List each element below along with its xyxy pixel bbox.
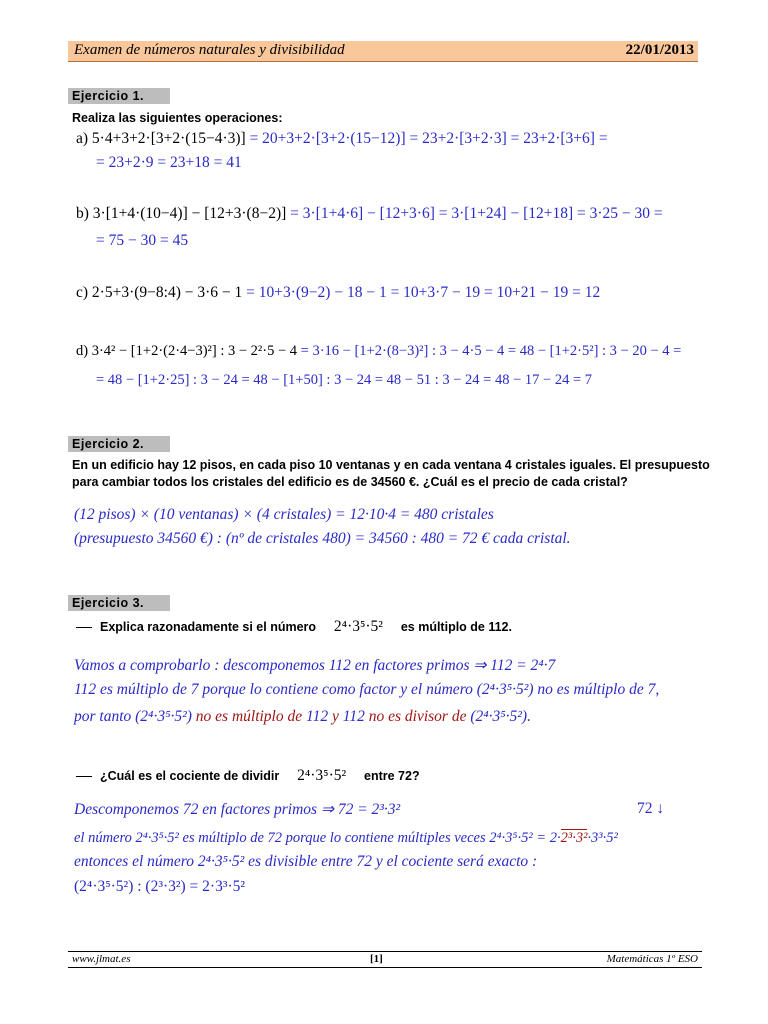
exercise-2-statement-line-2: para cambiar todos los cristales del edificio es de 34560 €. ¿Cuál es el precio de cada cristal?: [72, 475, 628, 489]
ex2-solution-line-1: (12 pisos) × (10 ventanas) × (4 cristales) = 12·10·4 = 480 cristales: [74, 506, 494, 523]
ex3-question-1: [100, 618, 512, 636]
exercise-2-statement-line-1: En un edificio hay 12 pisos, en cada piso 10 ventanas y en cada ventana 4 cristales iguales. El presupuesto: [72, 458, 710, 472]
page-footer: [68, 951, 702, 968]
ex1-c-line: [76, 284, 600, 302]
exercise-1-label: Ejercicio 1.: [68, 88, 170, 104]
ex3-q1-text-a: Explica razonadamente si el número: [100, 620, 317, 634]
ex3-question-2: [100, 767, 420, 785]
ex3-q1-text-b: es múltiplo de 112.: [400, 620, 512, 634]
ex3-r2-line-2: [74, 830, 618, 847]
ex3-r2-arrow: 72 ↓: [637, 800, 665, 817]
ex3-r1-l3-part-e: 112: [338, 708, 369, 725]
footer-course: Matemáticas 1º ESO: [606, 953, 698, 965]
ex1-d-line-1: [76, 343, 681, 360]
exercise-1-statement: Realiza las siguientes operaciones:: [72, 111, 283, 125]
ex1-c-solution: = 10+3·(9−2) − 18 − 1 = 10+3·7 − 19 = 10+21 − 19 = 12: [246, 284, 601, 301]
ex1-b-question: b) 3·[1+4·(10−4)] − [12+3·(8−2)]: [76, 205, 291, 222]
exercise-3-label: Ejercicio 3.: [68, 595, 170, 611]
ex3-r2-l2-part-a: el número 2⁴·3⁵·5² es múltiplo de 72 porque lo contiene múltiples veces 2⁴·3⁵·5² = 2·: [74, 830, 561, 846]
ex3-r2-l2-part-c: ·3³·5²: [587, 830, 618, 846]
question-dash: [76, 776, 92, 777]
ex3-r1-l3-part-a: por tanto (2⁴·3⁵·5²): [74, 708, 196, 725]
exercise-2-label: Ejercicio 2.: [68, 436, 170, 452]
exam-date: 22/01/2013: [625, 42, 694, 58]
ex3-q1-number: 2⁴·3⁵·5²: [333, 618, 383, 635]
ex1-a-solution: = 20+3+2·[3+2·(15−12)] = 23+2·[3+2·3] = 23+2·[3+6] =: [249, 130, 608, 147]
ex3-r2-line-1: Descomponemos 72 en factores primos ⇒ 72 = 2³·3²: [74, 801, 401, 818]
question-dash: [76, 627, 92, 628]
ex3-r1-l3-part-b: no es múltiplo de: [195, 708, 303, 725]
ex1-b-line-1: [76, 205, 663, 223]
ex3-q2-text-b: entre 72?: [364, 769, 420, 783]
ex2-solution-line-2: (presupuesto 34560 €) : (nº de cristales 480) = 34560 : 480 = 72 € cada cristal.: [74, 530, 571, 547]
ex3-r2-line-4: (2⁴·3⁵·5²) : (2³·3²) = 2·3³·5²: [74, 878, 246, 895]
ex1-b-line-2: = 75 − 30 = 45: [96, 232, 189, 249]
ex3-r1-line-2: 112 es múltiplo de 7 porque lo contiene como factor y el número (2⁴·3⁵·5²) no es múltiplo de 7,: [74, 681, 660, 698]
footer-page-number: [1]: [370, 953, 383, 965]
ex3-r2-l2-highlight: 2³·3²: [560, 830, 588, 846]
ex3-r1-l3-part-d: y: [331, 708, 339, 725]
ex3-r1-line-1: Vamos a comprobarlo : descomponemos 112 en factores primos ⇒ 112 = 2⁴·7: [74, 657, 556, 674]
ex3-r1-l3-part-f: no es divisor de: [368, 708, 467, 725]
ex3-r2-line-3: entonces el número 2⁴·3⁵·5² es divisible entre 72 y el cociente será exacto :: [74, 853, 538, 870]
footer-site: www.jlmat.es: [72, 953, 131, 965]
ex1-d-solution: = 3·16 − [1+2·(8−3)²] : 3 − 4·5 − 4 = 48 − [1+2·5²] : 3 − 20 − 4 =: [300, 343, 682, 359]
ex1-b-solution: = 3·[1+4·6] − [12+3·6] = 3·[1+24] − [12+18] = 3·25 − 30 =: [290, 205, 663, 222]
exam-title: Examen de números naturales y divisibilidad: [74, 42, 345, 58]
page-header: [68, 41, 698, 62]
ex1-a-line-1: [76, 130, 608, 148]
ex3-q2-text-a: ¿Cuál es el cociente de dividir: [100, 769, 280, 783]
ex3-q2-number: 2⁴·3⁵·5²: [297, 767, 347, 784]
ex3-r1-l3-part-g: (2⁴·3⁵·5²).: [466, 708, 531, 725]
ex1-a-line-2: = 23+2·9 = 23+18 = 41: [96, 154, 242, 171]
ex1-a-question: a) 5·4+3+2·[3+2·(15−4·3)]: [76, 130, 250, 147]
ex1-c-question: c) 2·5+3·(9−8:4) − 3·6 − 1: [76, 284, 247, 301]
ex3-r1-line-3: [74, 708, 531, 726]
ex1-d-line-2: = 48 − [1+2·25] : 3 − 24 = 48 − [1+50] : 3 − 24 = 48 − 51 : 3 − 24 = 48 − 17 − 24 = 7: [96, 372, 593, 388]
ex1-d-question: d) 3·4² − [1+2·(2·4−3)²] : 3 − 2²·5 − 4: [76, 343, 301, 359]
ex3-r1-l3-part-c: 112: [302, 708, 332, 725]
